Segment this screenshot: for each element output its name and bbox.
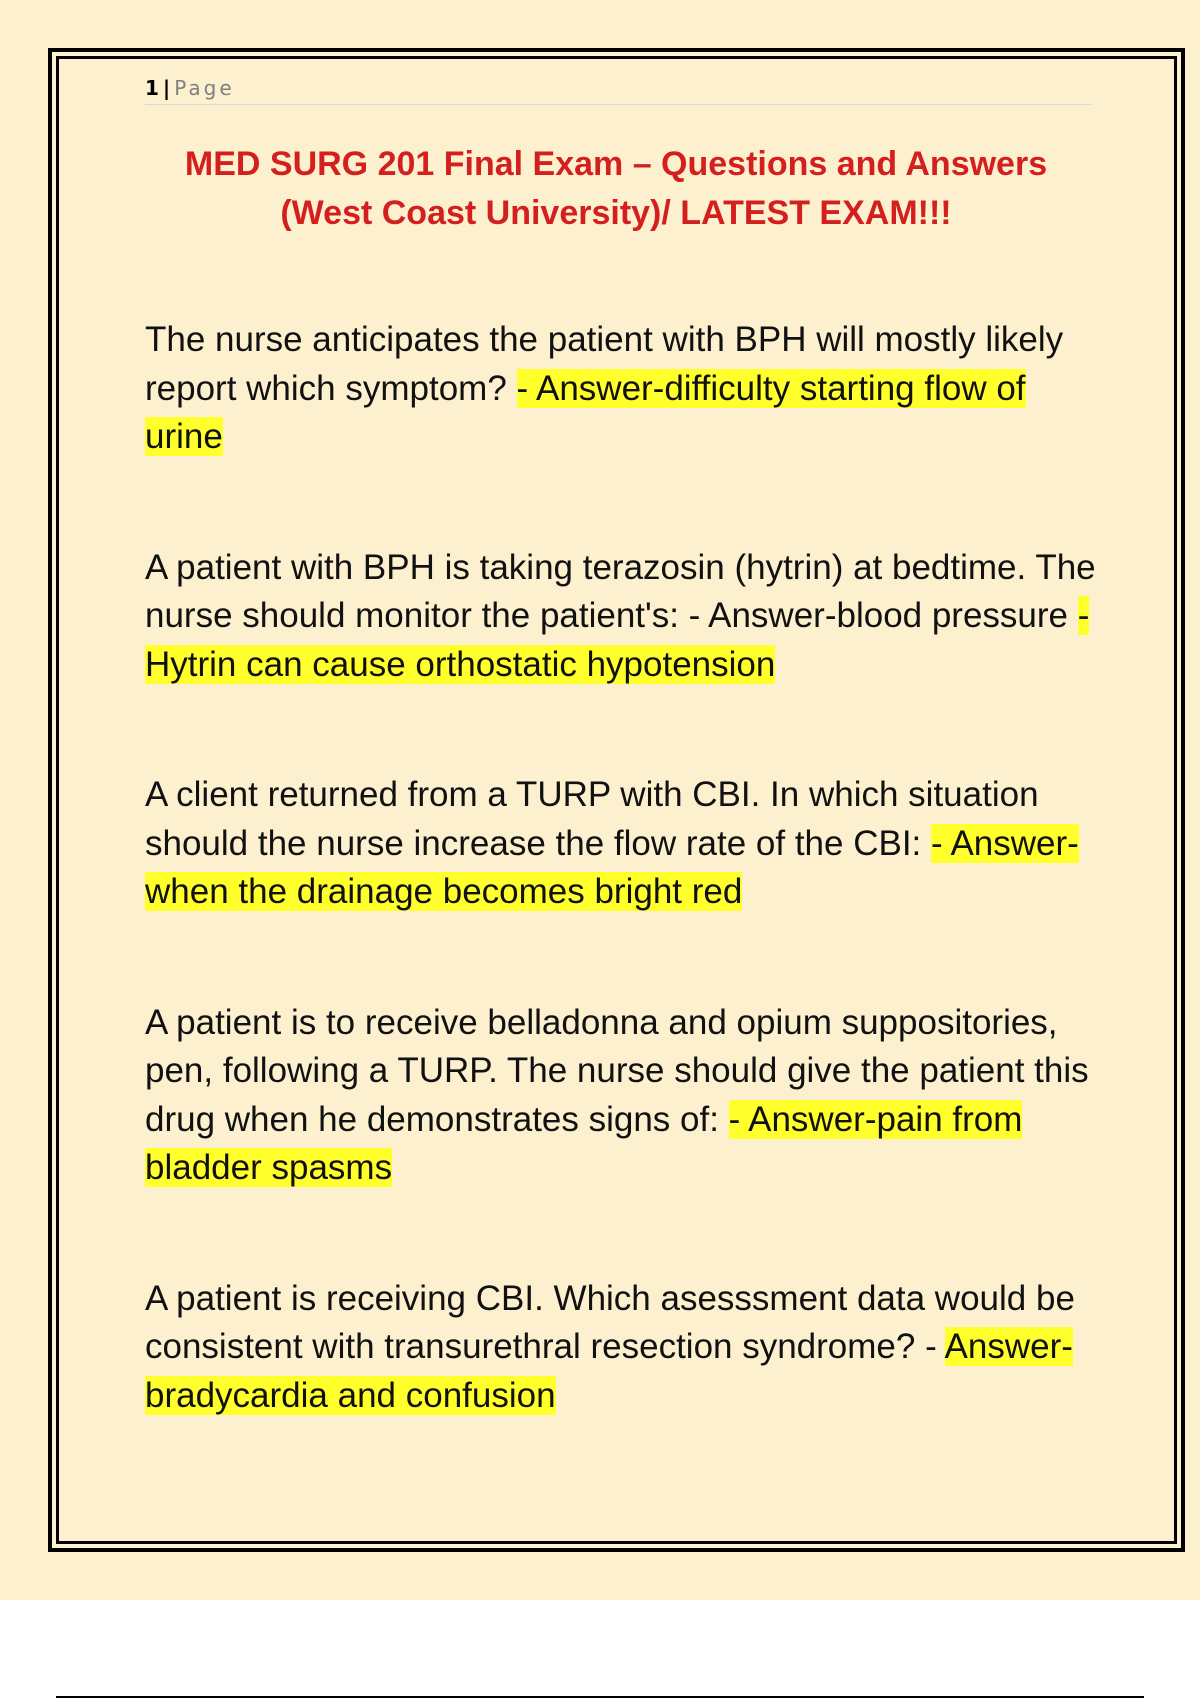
qa-item — [145, 999, 1105, 1193]
question-text: A patient is to receive belladonna and opium suppositories, pen, following a TURP. The nurse should give the patient this drug when he demonstrates signs of: — [145, 1002, 1089, 1139]
qa-list — [145, 316, 1105, 1420]
highlighted-text: - Answer-when the drainage becomes bright red — [145, 823, 1079, 911]
question-text: The nurse anticipates the patient with BPH will mostly likely report which symptom? — [145, 320, 1064, 408]
highlighted-text: - Answer-pain from bladder spasms — [145, 1099, 1023, 1187]
title-line-2: (West Coast University)/ LATEST EXAM!!! — [280, 194, 952, 232]
qa-item — [145, 316, 1105, 462]
qa-item — [145, 544, 1105, 690]
document-title — [120, 140, 1112, 238]
page-header — [145, 72, 1091, 105]
page-label: Page — [174, 76, 235, 100]
highlighted-text: - Hytrin can cause orthostatic hypotension — [145, 596, 1090, 684]
highlighted-text: Answer-bradycardia and confusion — [145, 1327, 1073, 1415]
qa-item — [145, 1275, 1105, 1421]
question-text: A patient with BPH is taking terazosin (hytrin) at bedtime. The nurse should monitor the patient's: — [145, 547, 1096, 635]
title-line-1: MED SURG 201 Final Exam – Questions and Answers — [184, 145, 1048, 183]
footer-rule — [56, 1696, 1144, 1698]
page-header-separator: | — [162, 76, 171, 100]
answer-text: - Answer-blood pressure — [688, 596, 1078, 635]
answer-text: - — [925, 1327, 945, 1366]
question-text: A patient is receiving CBI. Which asesssment data would be consistent with transurethral resection syndrome? — [145, 1278, 1075, 1366]
qa-item — [145, 771, 1105, 917]
question-text: A client returned from a TURP with CBI. In which situation should the nurse increase the flow rate of the CBI: — [145, 775, 1039, 863]
highlighted-text: - Answer-difficulty starting flow of urine — [145, 368, 1026, 456]
page-number: 1 — [145, 76, 159, 100]
